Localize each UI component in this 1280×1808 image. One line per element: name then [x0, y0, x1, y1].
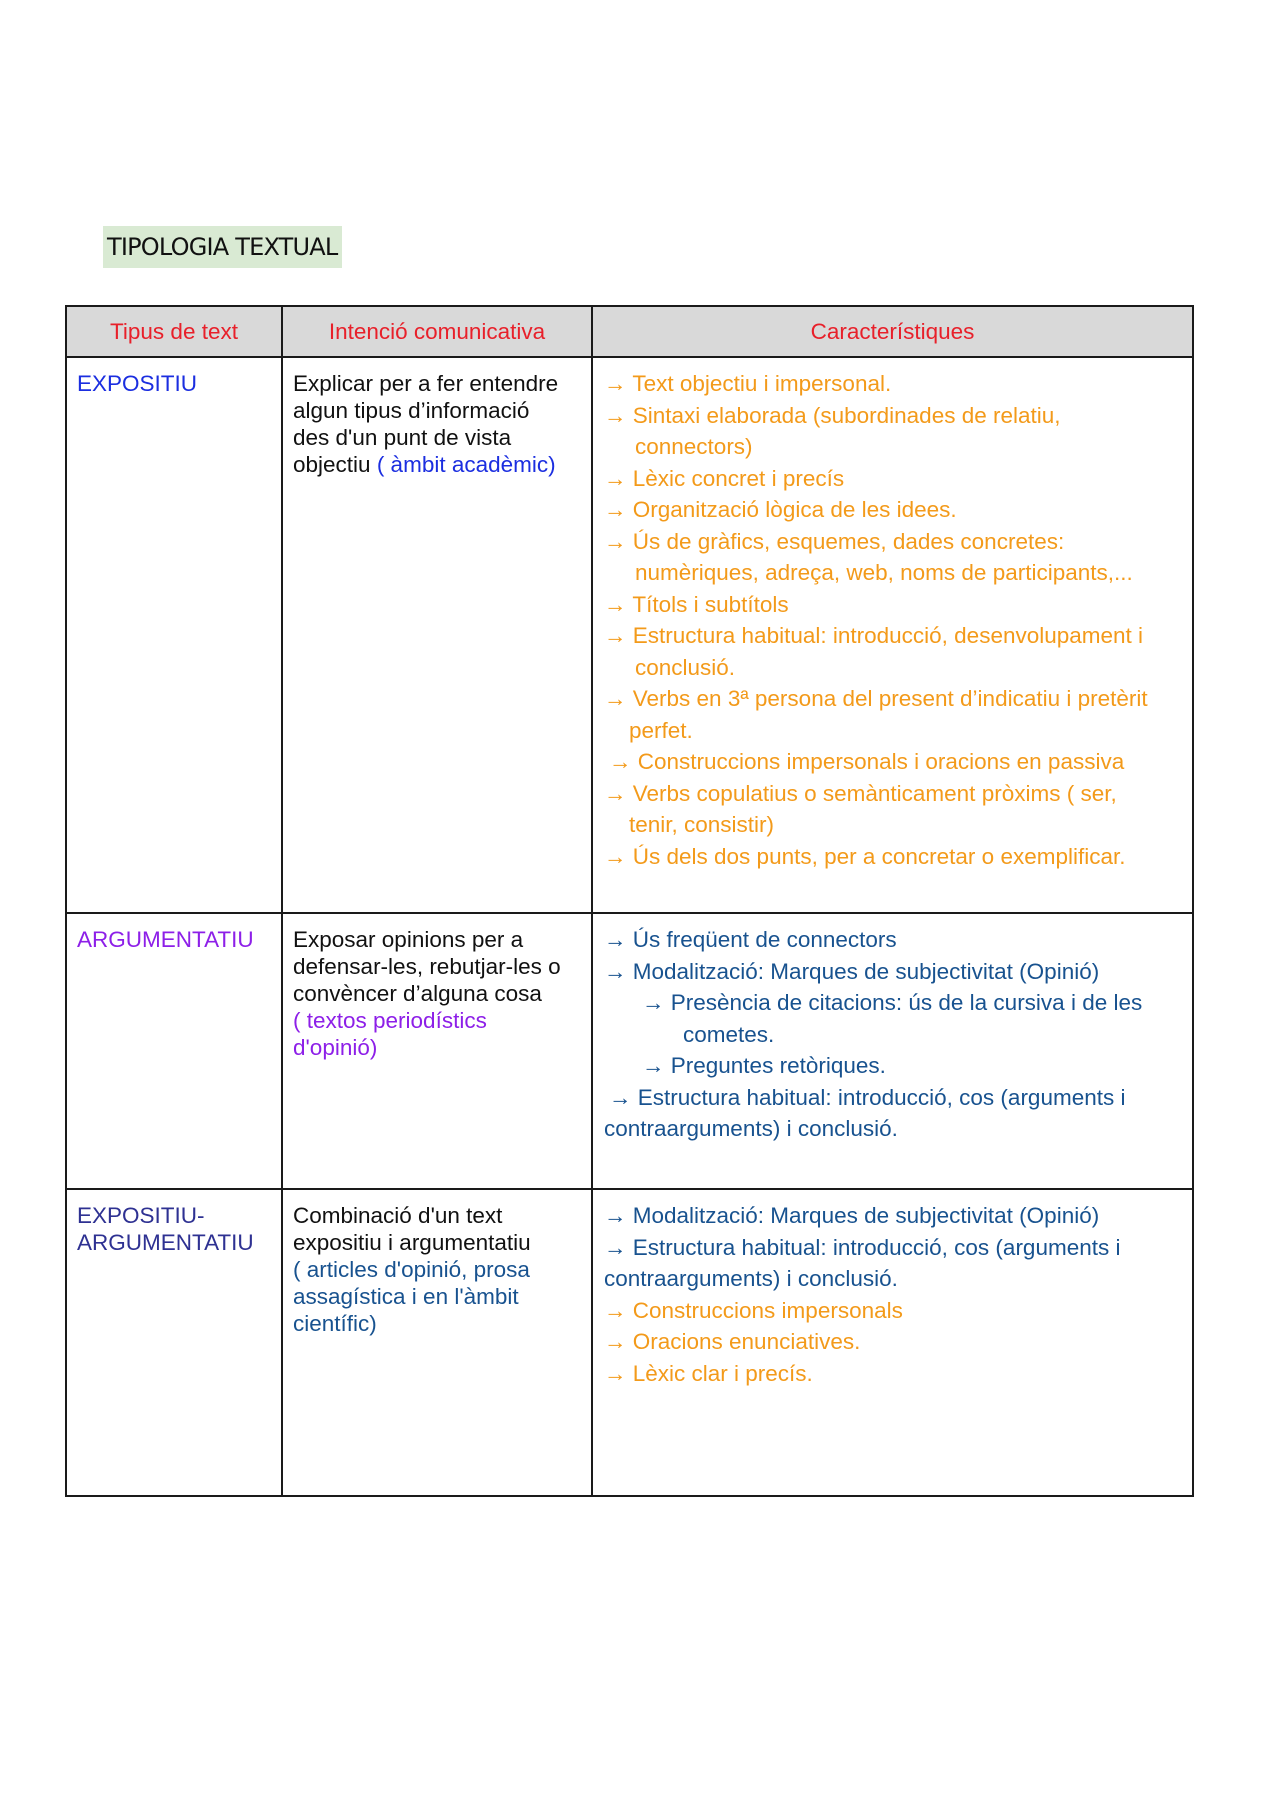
- header-text-type: Tipus de text: [66, 306, 282, 357]
- characteristic-item: → Oracions enunciatives.: [604, 1329, 861, 1354]
- characteristic-item: connectors): [635, 434, 753, 459]
- text-typology-table: [65, 305, 1194, 1497]
- intent-scope-note: ( articles d'opinió, prosa: [293, 1257, 530, 1282]
- characteristic-item: → Construccions impersonals i oracions en passiva: [609, 749, 1125, 774]
- characteristic-item: → Verbs copulatius o semànticament pròxims ( ser,: [604, 780, 1117, 806]
- type-label: ARGUMENTATIU: [77, 927, 254, 952]
- characteristic-item: tenir, consistir): [629, 812, 775, 837]
- characteristic-item: → Estructura habitual: introducció, cos (arguments i: [609, 1084, 1126, 1110]
- intent-cell: [282, 357, 592, 913]
- characteristic-item: cometes.: [683, 1021, 775, 1047]
- characteristic-item: numèriques, adreça, web, noms de participants,...: [635, 560, 1133, 585]
- characteristic-item: → Ús dels dos punts, per a concretar o exemplificar.: [604, 843, 1126, 869]
- type-label: EXPOSITIU: [77, 371, 198, 396]
- intent-cell: [282, 913, 592, 1189]
- characteristic-item: perfet.: [629, 717, 693, 743]
- intent-scope-note: científic): [293, 1311, 377, 1336]
- page-title: TIPOLOGIA TEXTUAL: [103, 226, 342, 268]
- characteristics-cell: [592, 913, 1193, 1189]
- characteristic-item: → Lèxic concret i precís: [604, 465, 845, 491]
- type-label: EXPOSITIU-: [77, 1203, 205, 1228]
- intent-line: Explicar per a fer entendre: [293, 371, 559, 396]
- characteristics-cell: [592, 1189, 1193, 1496]
- characteristic-item: → Verbs en 3ª persona del present d’indicatiu i pretèrit: [604, 686, 1148, 711]
- characteristic-item: contraarguments) i conclusió.: [604, 1116, 898, 1141]
- intent-scope-note: ( àmbit acadèmic): [370, 452, 556, 477]
- characteristic-item: → Construccions impersonals: [604, 1297, 903, 1323]
- intent-line: des d'un punt de vista: [293, 425, 512, 450]
- intent-scope-note: d'opinió): [293, 1035, 378, 1060]
- characteristics-cell: [592, 357, 1193, 913]
- characteristic-item: conclusió.: [635, 654, 736, 680]
- characteristic-item: → Organització lògica de les idees.: [604, 497, 957, 522]
- intent-line: algun tipus d’informació: [293, 398, 530, 423]
- characteristic-item: → Lèxic clar i precís.: [604, 1360, 813, 1386]
- characteristic-item: → Text objectiu i impersonal.: [604, 371, 892, 396]
- characteristic-item: → Ús freqüent de connectors: [604, 927, 897, 952]
- intent-line: Combinació d'un text: [293, 1203, 503, 1228]
- characteristic-item: → Títols i subtítols: [604, 591, 789, 617]
- intent-line: Exposar opinions per a: [293, 927, 524, 952]
- characteristic-item: → Estructura habitual: introducció, desenvolupament i: [604, 623, 1144, 648]
- intent-line: convèncer d’alguna cosa: [293, 981, 542, 1006]
- type-label: ARGUMENTATIU: [77, 1230, 254, 1255]
- characteristic-item: → Modalització: Marques de subjectivitat (Opinió): [604, 1203, 1100, 1228]
- type-cell: [66, 913, 282, 1189]
- header-characteristics: Característiques: [592, 306, 1193, 357]
- intent-cell: [282, 1189, 592, 1496]
- header-communicative-intent: Intenció comunicativa: [282, 306, 592, 357]
- characteristic-item: contraarguments) i conclusió.: [604, 1266, 898, 1291]
- characteristic-item: → Preguntes retòriques.: [642, 1053, 886, 1078]
- intent-line: expositiu i argumentatiu: [293, 1230, 531, 1255]
- characteristic-item: → Estructura habitual: introducció, cos (arguments i: [604, 1234, 1121, 1260]
- table-row-expositiu: [66, 357, 1193, 913]
- type-cell: [66, 1189, 282, 1496]
- characteristic-item: → Presència de citacions: ús de la cursiva i de les: [642, 990, 1143, 1015]
- type-cell: [66, 357, 282, 913]
- intent-scope-note: assagística i en l'àmbit: [293, 1284, 519, 1309]
- characteristic-item: → Ús de gràfics, esquemes, dades concretes:: [604, 528, 1065, 554]
- table-header-row: [66, 306, 1193, 357]
- intent-scope-note: ( textos periodístics: [293, 1008, 487, 1033]
- table-row-expositiu-argumentatiu: [66, 1189, 1193, 1496]
- intent-text: objectiu: [293, 452, 371, 477]
- characteristic-item: → Modalització: Marques de subjectivitat (Opinió): [604, 958, 1100, 984]
- table-row-argumentatiu: [66, 913, 1193, 1189]
- intent-line: defensar-les, rebutjar-les o: [293, 954, 561, 979]
- intent-line: [293, 451, 581, 478]
- characteristic-item: → Sintaxi elaborada (subordinades de relatiu,: [604, 402, 1061, 428]
